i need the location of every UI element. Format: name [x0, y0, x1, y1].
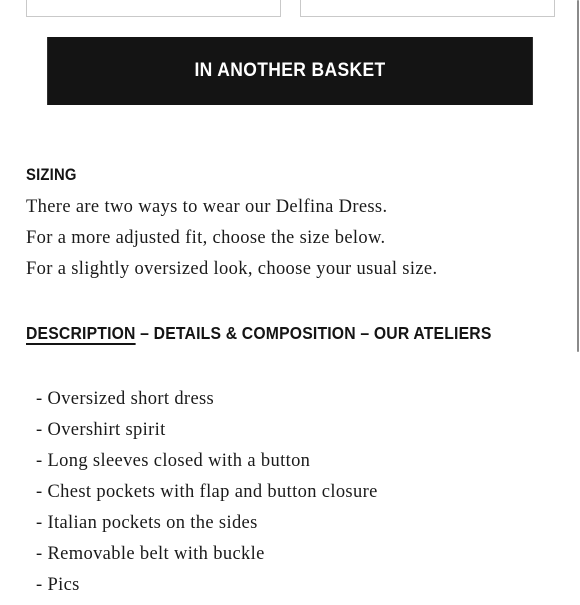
sizing-text-line: For a slightly oversized look, choose your usual size.	[26, 259, 438, 279]
list-item: - Long sleeves closed with a button	[36, 451, 311, 471]
list-item: - Chest pockets with flap and button closure	[36, 482, 378, 502]
list-item: - Italian pockets on the sides	[36, 513, 258, 533]
variant-select-right[interactable]	[300, 0, 555, 17]
list-item: - Overshirt spirit	[36, 420, 166, 440]
tab-description[interactable]: DESCRIPTION	[26, 323, 136, 343]
list-item: - Removable belt with buckle	[36, 544, 265, 564]
sizing-text-line: For a more adjusted fit, choose the size below.	[26, 228, 386, 248]
sizing-heading: SIZING	[26, 166, 77, 184]
list-item: - Oversized short dress	[36, 389, 215, 409]
product-info-tabs	[26, 323, 492, 344]
tab-separator: –	[135, 323, 154, 343]
tab-separator: –	[355, 323, 374, 343]
description-list	[36, 388, 378, 605]
list-item: - Pics	[36, 575, 80, 595]
scrollbar[interactable]	[577, 0, 579, 352]
tab-details-composition[interactable]: DETAILS & COMPOSITION	[153, 323, 356, 343]
add-to-another-basket-button[interactable]: IN ANOTHER BASKET	[47, 37, 533, 105]
variant-select-left[interactable]	[26, 0, 281, 17]
tab-our-ateliers[interactable]: OUR ATELIERS	[373, 323, 492, 343]
sizing-text-line: There are two ways to wear our Delfina Dress.	[26, 197, 388, 217]
